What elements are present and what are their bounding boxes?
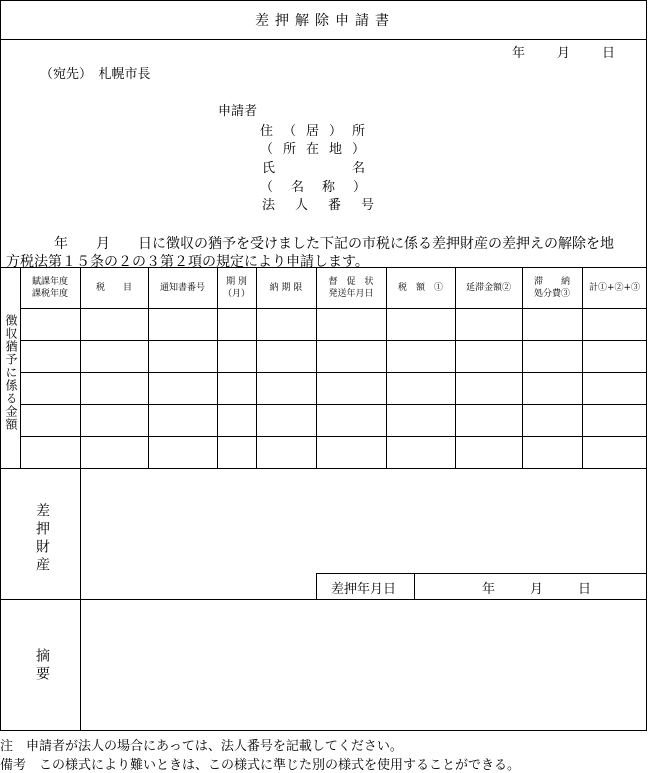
table-col-line [148, 267, 149, 468]
column-header-reminder-date: 督 促 状 発送年月日 [328, 277, 374, 299]
applicant-name-label: 氏 名 [262, 161, 383, 176]
note-corp-number: 注 申請者が法人の場合にあっては、法人番号を記載してください。 [0, 739, 403, 754]
column-header-total: 計①+②+③ [588, 283, 641, 293]
table-col-line [582, 267, 583, 468]
applicant-corp-number-label: 法人番号 [262, 198, 395, 213]
addressee: （宛先） 札幌市長 [40, 67, 151, 82]
column-header-due-date: 納 期 限 [269, 283, 303, 293]
seized-date-left-line [316, 573, 317, 599]
remarks-top-line [0, 599, 647, 600]
table-row-line [20, 372, 647, 373]
request-text-line2: 方税法第１５条の２の３第２項の規定により申請します。 [6, 254, 369, 270]
column-header-tax-year: 賦課年度 課税年度 [31, 277, 68, 299]
title-divider [0, 39, 647, 40]
table-row-line [20, 404, 647, 405]
column-header-period: 期 別 （月） [222, 277, 250, 299]
remarks-label: 摘要 [34, 648, 50, 684]
seized-date-mid-line [414, 573, 415, 599]
applicant-name-alt-label: （名称） [260, 180, 385, 195]
amount-row-header: 徴収猶予に係る金額 [4, 314, 18, 431]
column-header-tax-amount: 税 額 ① [397, 283, 443, 293]
applicant-address-alt-label: （所在地） [260, 142, 376, 157]
table-row-line [20, 340, 647, 341]
seized-date-label: 差押年月日 [331, 582, 397, 597]
table-col-line [455, 267, 456, 468]
form-title: 差押解除申請書 [255, 13, 395, 29]
applicant-label: 申請者 [218, 104, 258, 119]
applicant-address-label: 住（居）所 [260, 124, 376, 139]
table-bottom-line [0, 468, 647, 469]
column-header-disposition-cost: 滞 納 処分費③ [533, 277, 570, 299]
table-top-line [0, 267, 647, 268]
column-header-late-fee: 延滞金額② [465, 283, 511, 293]
table-col-line [256, 267, 257, 468]
seized-date-value: 年 月 日 [482, 582, 595, 597]
date-line: 年 月 日 [512, 46, 618, 61]
seized-property-label: 差押財産 [34, 503, 50, 575]
note-alternative-form: 備考 この様式により難いときは、この様式に準じた別の様式を使用することができる。 [0, 758, 521, 773]
table-col-line [80, 267, 81, 468]
table-header-bottom-line [20, 308, 647, 309]
table-col-line [386, 267, 387, 468]
column-header-tax-item: 税 目 [95, 283, 132, 293]
column-header-notice-number: 通知書番号 [159, 283, 205, 293]
seized-date-top-line [316, 573, 647, 574]
request-text-line1: 年 月 日に徴収の猶予を受けました下記の市税に係る差押財産の差押えの解除を地 [54, 236, 614, 252]
table-row-line [20, 436, 647, 437]
